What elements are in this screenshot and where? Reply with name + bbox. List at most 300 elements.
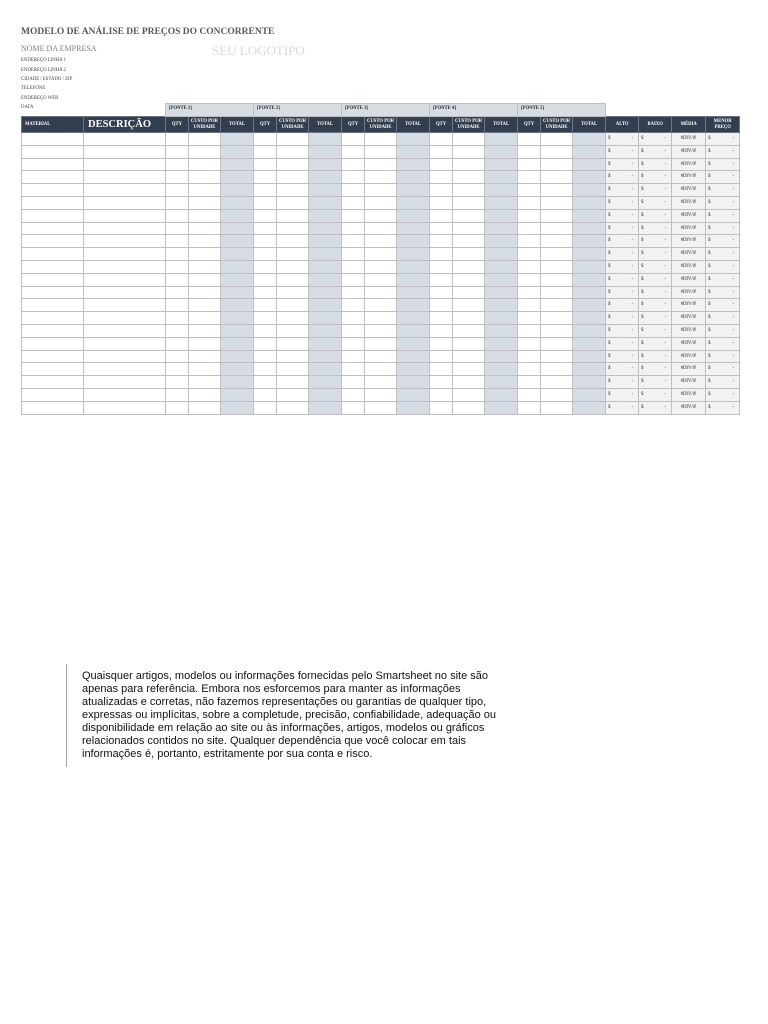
- qty-cell: [342, 248, 365, 261]
- currency-symbol: $: [641, 302, 644, 308]
- currency-symbol: $: [641, 161, 644, 167]
- qty-cell: [166, 273, 189, 286]
- average-value: #DIV/0!: [680, 200, 697, 206]
- total-cell: [309, 363, 342, 376]
- unit-cost-cell: [277, 248, 309, 261]
- amount: [639, 136, 671, 142]
- qty-cell: [166, 133, 189, 146]
- amount: [639, 315, 671, 321]
- total-cell: [309, 286, 342, 299]
- amount: [606, 213, 638, 219]
- amount: [606, 174, 638, 180]
- qty-cell: [342, 324, 365, 337]
- unit-cost-cell: [453, 158, 485, 171]
- qty-cell: [254, 376, 277, 389]
- total-cell: [485, 184, 518, 197]
- unit-cost-cell: [453, 209, 485, 222]
- low-value: -: [664, 148, 667, 154]
- table-row: [22, 286, 740, 299]
- header-unit-cost: CUSTO POR UNIDADE: [541, 117, 573, 133]
- high-value: -: [631, 200, 634, 206]
- unit-cost-cell: [541, 376, 573, 389]
- lowest-price-value: -: [732, 392, 735, 398]
- qty-cell: [254, 158, 277, 171]
- amount: [639, 238, 671, 244]
- table-row: [22, 222, 740, 235]
- high-value: -: [631, 251, 634, 257]
- qty-cell: [254, 171, 277, 184]
- total-cell: [397, 145, 430, 158]
- total-cell: [221, 222, 254, 235]
- amount: [639, 392, 671, 398]
- total-cell: [309, 184, 342, 197]
- total-cell: [309, 299, 342, 312]
- qty-cell: [518, 273, 541, 286]
- low-cell: [639, 363, 672, 376]
- qty-cell: [518, 171, 541, 184]
- unit-cost-cell: [453, 376, 485, 389]
- table-row: [22, 350, 740, 363]
- qty-cell: [518, 248, 541, 261]
- qty-cell: [254, 222, 277, 235]
- unit-cost-cell: [453, 248, 485, 261]
- price-comparison-table: [21, 103, 740, 415]
- material-cell: [22, 184, 84, 197]
- low-cell: [639, 299, 672, 312]
- total-cell: [309, 145, 342, 158]
- average-value: #DIV/0!: [680, 174, 697, 180]
- average-value: #DIV/0!: [680, 328, 697, 334]
- qty-cell: [518, 145, 541, 158]
- qty-cell: [166, 196, 189, 209]
- material-cell: [22, 401, 84, 414]
- table-row: [22, 209, 740, 222]
- unit-cost-cell: [541, 299, 573, 312]
- source-header-5: [FONTE 5]: [518, 104, 606, 117]
- total-cell: [397, 376, 430, 389]
- total-cell: [573, 133, 606, 146]
- unit-cost-cell: [189, 196, 221, 209]
- low-value: -: [664, 289, 667, 295]
- unit-cost-cell: [277, 363, 309, 376]
- low-value: -: [664, 161, 667, 167]
- total-cell: [397, 388, 430, 401]
- unit-cost-cell: [541, 235, 573, 248]
- unit-cost-cell: [541, 133, 573, 146]
- qty-cell: [430, 312, 453, 325]
- total-cell: [309, 209, 342, 222]
- source-header-2: [FONTE 2]: [254, 104, 342, 117]
- description-cell: [84, 388, 166, 401]
- disclaimer-line: Quaisquer artigos, modelos ou informações fornecidas pelo Smartsheet no site são: [82, 670, 488, 682]
- qty-cell: [166, 388, 189, 401]
- low-cell: [639, 324, 672, 337]
- total-cell: [573, 273, 606, 286]
- unit-cost-cell: [365, 196, 397, 209]
- average-value: #DIV/0!: [680, 404, 697, 410]
- amount: [706, 302, 739, 308]
- total-cell: [573, 363, 606, 376]
- currency-symbol: $: [708, 251, 711, 257]
- low-cell: [639, 133, 672, 146]
- total-cell: [221, 260, 254, 273]
- total-cell: [485, 209, 518, 222]
- total-cell: [221, 273, 254, 286]
- low-cell: [639, 248, 672, 261]
- qty-cell: [166, 235, 189, 248]
- total-cell: [309, 158, 342, 171]
- total-cell: [221, 376, 254, 389]
- source-header-spacer: [22, 104, 166, 117]
- total-cell: [221, 286, 254, 299]
- currency-symbol: $: [641, 187, 644, 193]
- header-unit-cost: CUSTO POR UNIDADE: [189, 117, 221, 133]
- amount: [606, 187, 638, 193]
- unit-cost-cell: [277, 184, 309, 197]
- unit-cost-cell: [277, 222, 309, 235]
- unit-cost-cell: [365, 158, 397, 171]
- description-cell: [84, 171, 166, 184]
- description-cell: [84, 196, 166, 209]
- low-cell: [639, 235, 672, 248]
- table-row: [22, 196, 740, 209]
- qty-cell: [166, 184, 189, 197]
- unit-cost-cell: [189, 388, 221, 401]
- amount: [706, 354, 739, 360]
- high-cell: [606, 260, 639, 273]
- lowest-price-value: -: [732, 174, 735, 180]
- unit-cost-cell: [189, 312, 221, 325]
- currency-symbol: $: [608, 225, 611, 231]
- unit-cost-cell: [189, 209, 221, 222]
- currency-symbol: $: [708, 379, 711, 385]
- table-row: [22, 273, 740, 286]
- total-cell: [573, 324, 606, 337]
- unit-cost-cell: [541, 184, 573, 197]
- unit-cost-cell: [277, 388, 309, 401]
- unit-cost-cell: [365, 350, 397, 363]
- amount: [639, 290, 671, 296]
- currency-symbol: $: [641, 404, 644, 410]
- qty-cell: [430, 273, 453, 286]
- high-cell: [606, 286, 639, 299]
- material-cell: [22, 248, 84, 261]
- amount: [639, 341, 671, 347]
- amount: [606, 290, 638, 296]
- amount: [706, 251, 739, 257]
- description-cell: [84, 222, 166, 235]
- unit-cost-cell: [189, 158, 221, 171]
- total-cell: [221, 171, 254, 184]
- high-value: -: [631, 174, 634, 180]
- unit-cost-cell: [541, 196, 573, 209]
- qty-cell: [430, 388, 453, 401]
- high-value: -: [631, 392, 634, 398]
- table-row: [22, 337, 740, 350]
- amount: [639, 251, 671, 257]
- average-cell: [672, 184, 706, 197]
- qty-cell: [518, 312, 541, 325]
- qty-cell: [166, 209, 189, 222]
- material-cell: [22, 273, 84, 286]
- amount: [706, 200, 739, 206]
- lowest-price-value: -: [732, 276, 735, 282]
- unit-cost-cell: [453, 363, 485, 376]
- qty-cell: [430, 158, 453, 171]
- website: ENDEREÇO WEB: [21, 95, 59, 101]
- high-cell: [606, 145, 639, 158]
- qty-cell: [342, 209, 365, 222]
- header-material: MATERIAL: [22, 117, 84, 133]
- unit-cost-cell: [277, 312, 309, 325]
- amount: [706, 238, 739, 244]
- material-cell: [22, 388, 84, 401]
- total-cell: [221, 324, 254, 337]
- qty-cell: [518, 350, 541, 363]
- description-cell: [84, 273, 166, 286]
- header-qty: QTY: [166, 117, 189, 133]
- high-cell: [606, 158, 639, 171]
- total-cell: [485, 248, 518, 261]
- unit-cost-cell: [189, 363, 221, 376]
- description-cell: [84, 184, 166, 197]
- unit-cost-cell: [453, 260, 485, 273]
- qty-cell: [254, 388, 277, 401]
- description-cell: [84, 286, 166, 299]
- total-cell: [485, 222, 518, 235]
- amount: [706, 264, 739, 270]
- unit-cost-cell: [453, 388, 485, 401]
- unit-cost-cell: [453, 299, 485, 312]
- total-cell: [397, 299, 430, 312]
- amount: [606, 366, 638, 372]
- average-cell: [672, 299, 706, 312]
- amount: [606, 226, 638, 232]
- material-cell: [22, 222, 84, 235]
- unit-cost-cell: [189, 401, 221, 414]
- amount: [639, 149, 671, 155]
- qty-cell: [342, 337, 365, 350]
- unit-cost-cell: [189, 350, 221, 363]
- low-cell: [639, 184, 672, 197]
- high-value: -: [631, 212, 634, 218]
- average-value: #DIV/0!: [680, 212, 697, 218]
- qty-cell: [254, 324, 277, 337]
- high-cell: [606, 196, 639, 209]
- total-cell: [485, 235, 518, 248]
- high-value: -: [631, 225, 634, 231]
- lowest-price-cell: [706, 145, 740, 158]
- total-cell: [221, 401, 254, 414]
- high-cell: [606, 299, 639, 312]
- lowest-price-cell: [706, 350, 740, 363]
- qty-cell: [254, 145, 277, 158]
- total-cell: [221, 133, 254, 146]
- total-cell: [221, 184, 254, 197]
- qty-cell: [254, 286, 277, 299]
- qty-cell: [430, 376, 453, 389]
- unit-cost-cell: [189, 324, 221, 337]
- unit-cost-cell: [541, 248, 573, 261]
- low-value: -: [664, 251, 667, 257]
- currency-symbol: $: [641, 276, 644, 282]
- qty-cell: [166, 145, 189, 158]
- disclaimer: [66, 664, 496, 767]
- table-row: [22, 158, 740, 171]
- qty-cell: [430, 235, 453, 248]
- amount: [706, 136, 739, 142]
- unit-cost-cell: [365, 324, 397, 337]
- disclaimer-line: apenas para referência. Embora nos esforcemos para manter as informações: [82, 683, 461, 695]
- currency-symbol: $: [608, 200, 611, 206]
- currency-symbol: $: [608, 148, 611, 154]
- unit-cost-cell: [277, 235, 309, 248]
- average-value: #DIV/0!: [680, 136, 697, 142]
- low-value: -: [664, 392, 667, 398]
- total-cell: [573, 260, 606, 273]
- unit-cost-cell: [365, 388, 397, 401]
- currency-symbol: $: [708, 238, 711, 244]
- average-cell: [672, 312, 706, 325]
- total-cell: [397, 324, 430, 337]
- qty-cell: [518, 260, 541, 273]
- currency-symbol: $: [708, 404, 711, 410]
- description-cell: [84, 312, 166, 325]
- high-value: -: [631, 340, 634, 346]
- unit-cost-cell: [277, 337, 309, 350]
- unit-cost-cell: [189, 376, 221, 389]
- unit-cost-cell: [365, 133, 397, 146]
- unit-cost-cell: [365, 401, 397, 414]
- material-cell: [22, 363, 84, 376]
- qty-cell: [342, 401, 365, 414]
- qty-cell: [430, 222, 453, 235]
- total-cell: [573, 299, 606, 312]
- total-cell: [485, 158, 518, 171]
- lowest-price-value: -: [732, 289, 735, 295]
- total-cell: [309, 248, 342, 261]
- average-cell: [672, 171, 706, 184]
- lowest-price-value: -: [732, 366, 735, 372]
- total-cell: [485, 260, 518, 273]
- unit-cost-cell: [541, 171, 573, 184]
- unit-cost-cell: [189, 248, 221, 261]
- description-cell: [84, 324, 166, 337]
- currency-symbol: $: [608, 136, 611, 142]
- header-unit-cost: CUSTO POR UNIDADE: [453, 117, 485, 133]
- qty-cell: [254, 196, 277, 209]
- average-cell: [672, 145, 706, 158]
- high-cell: [606, 273, 639, 286]
- currency-symbol: $: [708, 289, 711, 295]
- table-row: [22, 260, 740, 273]
- total-cell: [485, 133, 518, 146]
- average-cell: [672, 376, 706, 389]
- lowest-price-cell: [706, 363, 740, 376]
- amount: [606, 379, 638, 385]
- material-cell: [22, 171, 84, 184]
- high-cell: [606, 350, 639, 363]
- low-cell: [639, 145, 672, 158]
- description-cell: [84, 363, 166, 376]
- unit-cost-cell: [541, 401, 573, 414]
- lowest-price-value: -: [732, 315, 735, 321]
- total-cell: [485, 363, 518, 376]
- lowest-price-value: -: [732, 379, 735, 385]
- unit-cost-cell: [189, 273, 221, 286]
- unit-cost-cell: [365, 145, 397, 158]
- currency-symbol: $: [641, 212, 644, 218]
- qty-cell: [254, 260, 277, 273]
- logo-placeholder: SEU LOGOTIPO: [212, 42, 305, 58]
- qty-cell: [430, 337, 453, 350]
- high-value: -: [631, 366, 634, 372]
- qty-cell: [166, 299, 189, 312]
- unit-cost-cell: [541, 286, 573, 299]
- unit-cost-cell: [541, 158, 573, 171]
- currency-symbol: $: [708, 187, 711, 193]
- total-cell: [221, 196, 254, 209]
- qty-cell: [254, 337, 277, 350]
- currency-symbol: $: [641, 136, 644, 142]
- low-value: -: [664, 353, 667, 359]
- material-cell: [22, 286, 84, 299]
- material-cell: [22, 376, 84, 389]
- description-cell: [84, 235, 166, 248]
- total-cell: [485, 273, 518, 286]
- average-cell: [672, 324, 706, 337]
- low-value: -: [664, 366, 667, 372]
- qty-cell: [430, 209, 453, 222]
- unit-cost-cell: [453, 273, 485, 286]
- amount: [706, 341, 739, 347]
- qty-cell: [430, 171, 453, 184]
- qty-cell: [518, 376, 541, 389]
- currency-symbol: $: [608, 251, 611, 257]
- source-header-1: [FONTE 1]: [166, 104, 254, 117]
- material-cell: [22, 312, 84, 325]
- currency-symbol: $: [608, 238, 611, 244]
- amount: [639, 405, 671, 411]
- currency-symbol: $: [608, 328, 611, 334]
- header-total: TOTAL: [573, 117, 606, 133]
- average-value: #DIV/0!: [680, 238, 697, 244]
- total-cell: [309, 376, 342, 389]
- lowest-price-cell: [706, 222, 740, 235]
- qty-cell: [342, 171, 365, 184]
- total-cell: [573, 209, 606, 222]
- high-value: -: [631, 276, 634, 282]
- currency-symbol: $: [608, 340, 611, 346]
- currency-symbol: $: [708, 212, 711, 218]
- lowest-price-value: -: [732, 136, 735, 142]
- lowest-price-value: -: [732, 148, 735, 154]
- qty-cell: [518, 196, 541, 209]
- currency-symbol: $: [708, 264, 711, 270]
- total-cell: [397, 260, 430, 273]
- low-value: -: [664, 315, 667, 321]
- amount: [639, 174, 671, 180]
- lowest-price-value: -: [732, 264, 735, 270]
- header-total: TOTAL: [485, 117, 518, 133]
- average-value: #DIV/0!: [680, 276, 697, 282]
- lowest-price-cell: [706, 209, 740, 222]
- unit-cost-cell: [365, 312, 397, 325]
- amount: [606, 162, 638, 168]
- qty-cell: [342, 388, 365, 401]
- description-cell: [84, 299, 166, 312]
- high-cell: [606, 388, 639, 401]
